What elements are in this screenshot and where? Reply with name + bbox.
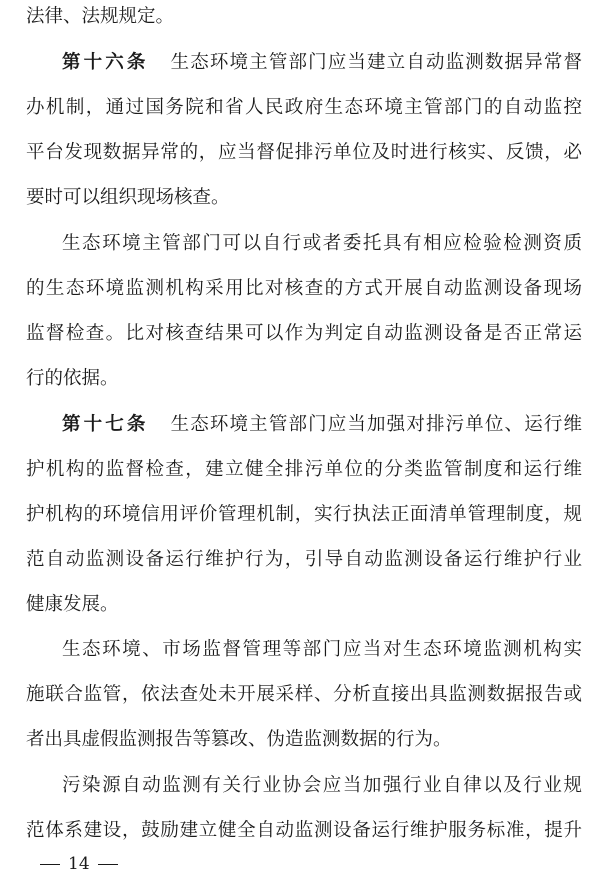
text-line: 监督检查。比对核查结果可以作为判定自动监测设备是否正常运 (26, 323, 582, 344)
text-line: 范体系建设，鼓励建立健全自动监测设备运行维护服务标准，提升 (26, 820, 582, 841)
text-line: 污染源自动监测有关行业协会应当加强行业自律以及行业规 (62, 775, 582, 796)
page-number-left-dash (40, 864, 60, 865)
text-line: 者出具虚假监测报告等篡改、伪造监测数据的行为。 (26, 729, 452, 750)
page-number (32, 852, 126, 876)
article-16-label: 第十六条 (62, 52, 149, 73)
text-line: 生态环境、市场监督管理等部门应当对生态环境监测机构实 (62, 639, 582, 660)
text-line: 生态环境主管部门可以自行或者委托具有相应检验检测资质 (62, 233, 582, 254)
text-line: 施联合监管，依法查处未开展采样、分析直接出具监测数据报告或 (26, 684, 582, 705)
text-line: 法律、法规规定。 (26, 6, 175, 27)
text-line: 护机构的监督检查，建立健全排污单位的分类监管制度和运行维 (26, 459, 582, 480)
page-number-right-dash (98, 864, 118, 865)
text-line: 要时可以组织现场核查。 (26, 187, 230, 208)
text-line: 平台发现数据异常的，应当督促排污单位及时进行核实、反馈，必 (26, 142, 582, 163)
article-17-heading-line: 第十七条 生态环境主管部门应当加强对排污单位、运行维 (62, 414, 582, 435)
article-16-heading-line: 第十六条 生态环境主管部门应当建立自动监测数据异常督 (62, 52, 582, 73)
text-line: 行的依据。 (26, 368, 119, 389)
text-line: 健康发展。 (26, 594, 119, 615)
text-line: 范自动监测设备运行维护行为，引导自动监测设备运行维护行业 (26, 549, 582, 570)
page-number-value: 14 (68, 854, 90, 874)
article-17-label: 第十七条 (62, 414, 149, 435)
text-line: 的生态环境监测机构采用比对核查的方式开展自动监测设备现场 (26, 278, 582, 299)
text-line: 办机制，通过国务院和省人民政府生态环境主管部门的自动监控 (26, 97, 582, 118)
text-line: 护机构的环境信用评价管理机制，实行执法正面清单管理制度，规 (26, 504, 582, 525)
